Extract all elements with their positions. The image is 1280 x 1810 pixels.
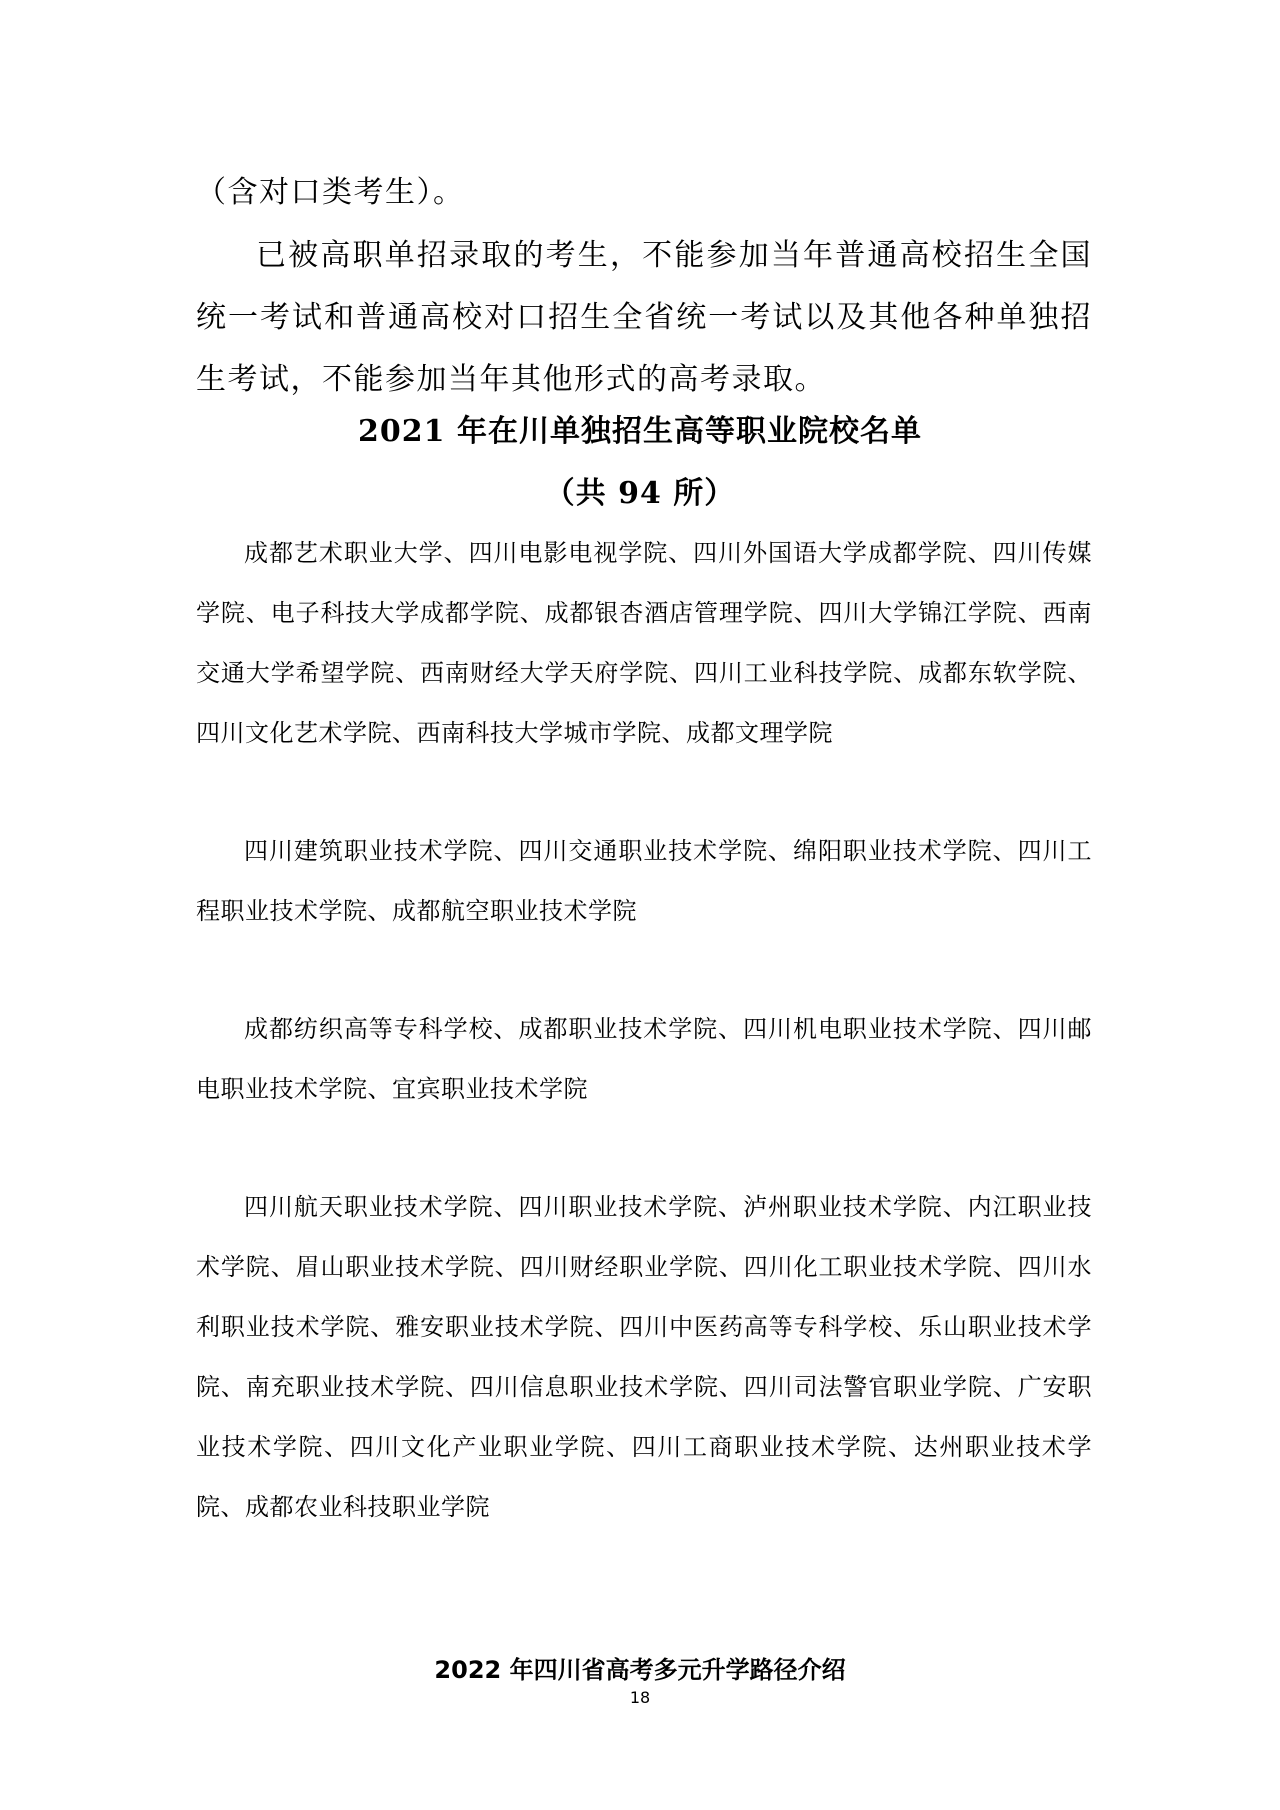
page-number: 18 [629,1688,651,1707]
school-group: 四川建筑职业技术学院、四川交通职业技术学院、绵阳职业技术学院、四川工程职业技术学院、成都航空职业技术学院 [196,837,1092,925]
list-title: 2021 年在川单独招生高等职业院校名单 [358,414,922,449]
intro-line: （含对口类考生）。 [196,175,465,210]
list-count: （共 94 所） [544,476,736,511]
school-group: 成都艺术职业大学、四川电影电视学院、四川外国语大学成都学院、四川传媒学院、电子科技大学成都学院、成都银杏酒店管理学院、四川大学锦江学院、西南交通大学希望学院、西南财经大学天府学院、四川工业科技学院、成都东软学院、四川文化艺术学院、西南科技大学城市学院、成都文理学院 [196,539,1092,747]
school-group: 四川航天职业技术学院、四川职业技术学院、泸州职业技术学院、内江职业技术学院、眉山职业技术学院、四川财经职业学院、四川化工职业技术学院、四川水利职业技术学院、雅安职业技术学院、四川中医药高等专科学校、乐山职业技术学院、南充职业技术学院、四川信息职业技术学院、四川司法警官职业学院、广安职业技术学院、四川文化产业职业学院、四川工商职业技术学院、达州职业技术学院、成都农业科技职业学院 [196,1193,1092,1521]
footer-title: 2022 年四川省高考多元升学路径介绍 [434,1656,846,1684]
school-group: 成都纺织高等专科学校、成都职业技术学院、四川机电职业技术学院、四川邮电职业技术学院、宜宾职业技术学院 [196,1015,1092,1103]
intro-paragraph: 已被高职单招录取的考生，不能参加当年普通高校招生全国统一考试和普通高校对口招生全省统一考试以及其他各种单独招生考试，不能参加当年其他形式的高考录取。 [196,238,1092,397]
